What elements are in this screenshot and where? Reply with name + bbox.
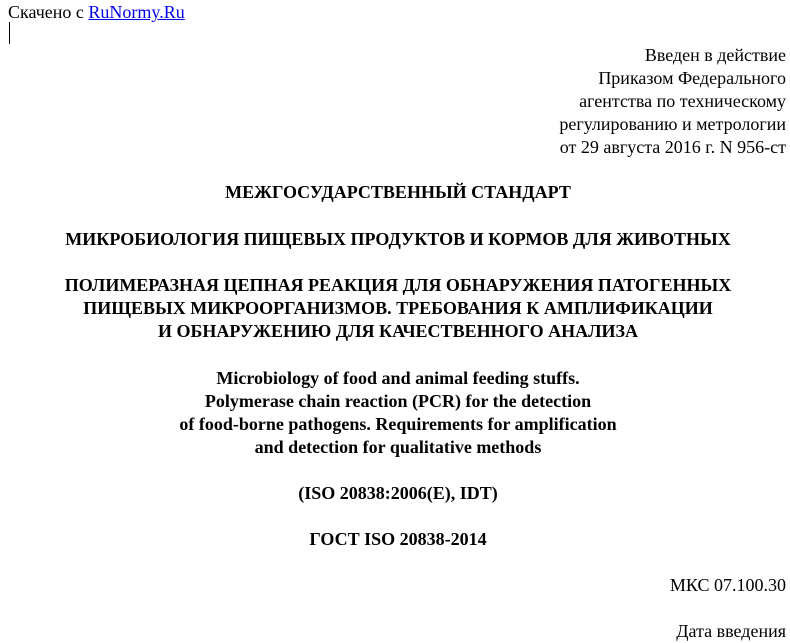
mks-code: МКС 07.100.30 bbox=[669, 575, 786, 595]
introduction-line: Введен в действие bbox=[644, 45, 786, 65]
english-title-block bbox=[0, 367, 790, 459]
introduction-line: агентства по техническому bbox=[579, 91, 786, 111]
pcr-title-block bbox=[0, 274, 790, 343]
runormy-link[interactable]: RuNormy.Ru bbox=[88, 2, 185, 22]
introduction-date-label: Дата введения bbox=[676, 621, 786, 641]
english-title-line: of food-borne pathogens. Requirements for amplification bbox=[179, 414, 617, 434]
iso-reference: (ISO 20838:2006(E), IDT) bbox=[298, 483, 498, 503]
interstate-standard-heading: МЕЖГОСУДАРСТВЕННЫЙ СТАНДАРТ bbox=[225, 182, 571, 202]
introduction-line: от 29 августа 2016 г. N 956-ст bbox=[559, 137, 786, 157]
introduction-line: регулированию и метрологии bbox=[559, 114, 786, 134]
download-source-line bbox=[8, 1, 185, 23]
microbiology-heading: МИКРОБИОЛОГИЯ ПИЩЕВЫХ ПРОДУКТОВ И КОРМОВ ДЛЯ ЖИВОТНЫХ bbox=[65, 229, 731, 249]
english-title-line: Microbiology of food and animal feeding stuffs. bbox=[216, 368, 580, 388]
introduction-line: Приказом Федерального bbox=[598, 68, 786, 88]
text-cursor bbox=[9, 22, 10, 44]
english-title-line: Polymerase chain reaction (PCR) for the detection bbox=[204, 391, 592, 411]
pcr-title-line: И ОБНАРУЖЕНИЮ ДЛЯ КАЧЕСТВЕННОГО АНАЛИЗА bbox=[158, 321, 638, 341]
gost-designation: ГОСТ ISO 20838-2014 bbox=[309, 529, 487, 549]
download-prefix: Скачено с bbox=[8, 2, 89, 22]
pcr-title-line: ПИЩЕВЫХ МИКРООРГАНИЗМОВ. ТРЕБОВАНИЯ К АМПЛИФИКАЦИИ bbox=[83, 298, 713, 318]
english-title-line: and detection for qualitative methods bbox=[254, 437, 542, 457]
pcr-title-line: ПОЛИМЕРАЗНАЯ ЦЕПНАЯ РЕАКЦИЯ ДЛЯ ОБНАРУЖЕНИЯ ПАТОГЕННЫХ bbox=[64, 275, 732, 295]
introduction-block bbox=[559, 44, 786, 159]
